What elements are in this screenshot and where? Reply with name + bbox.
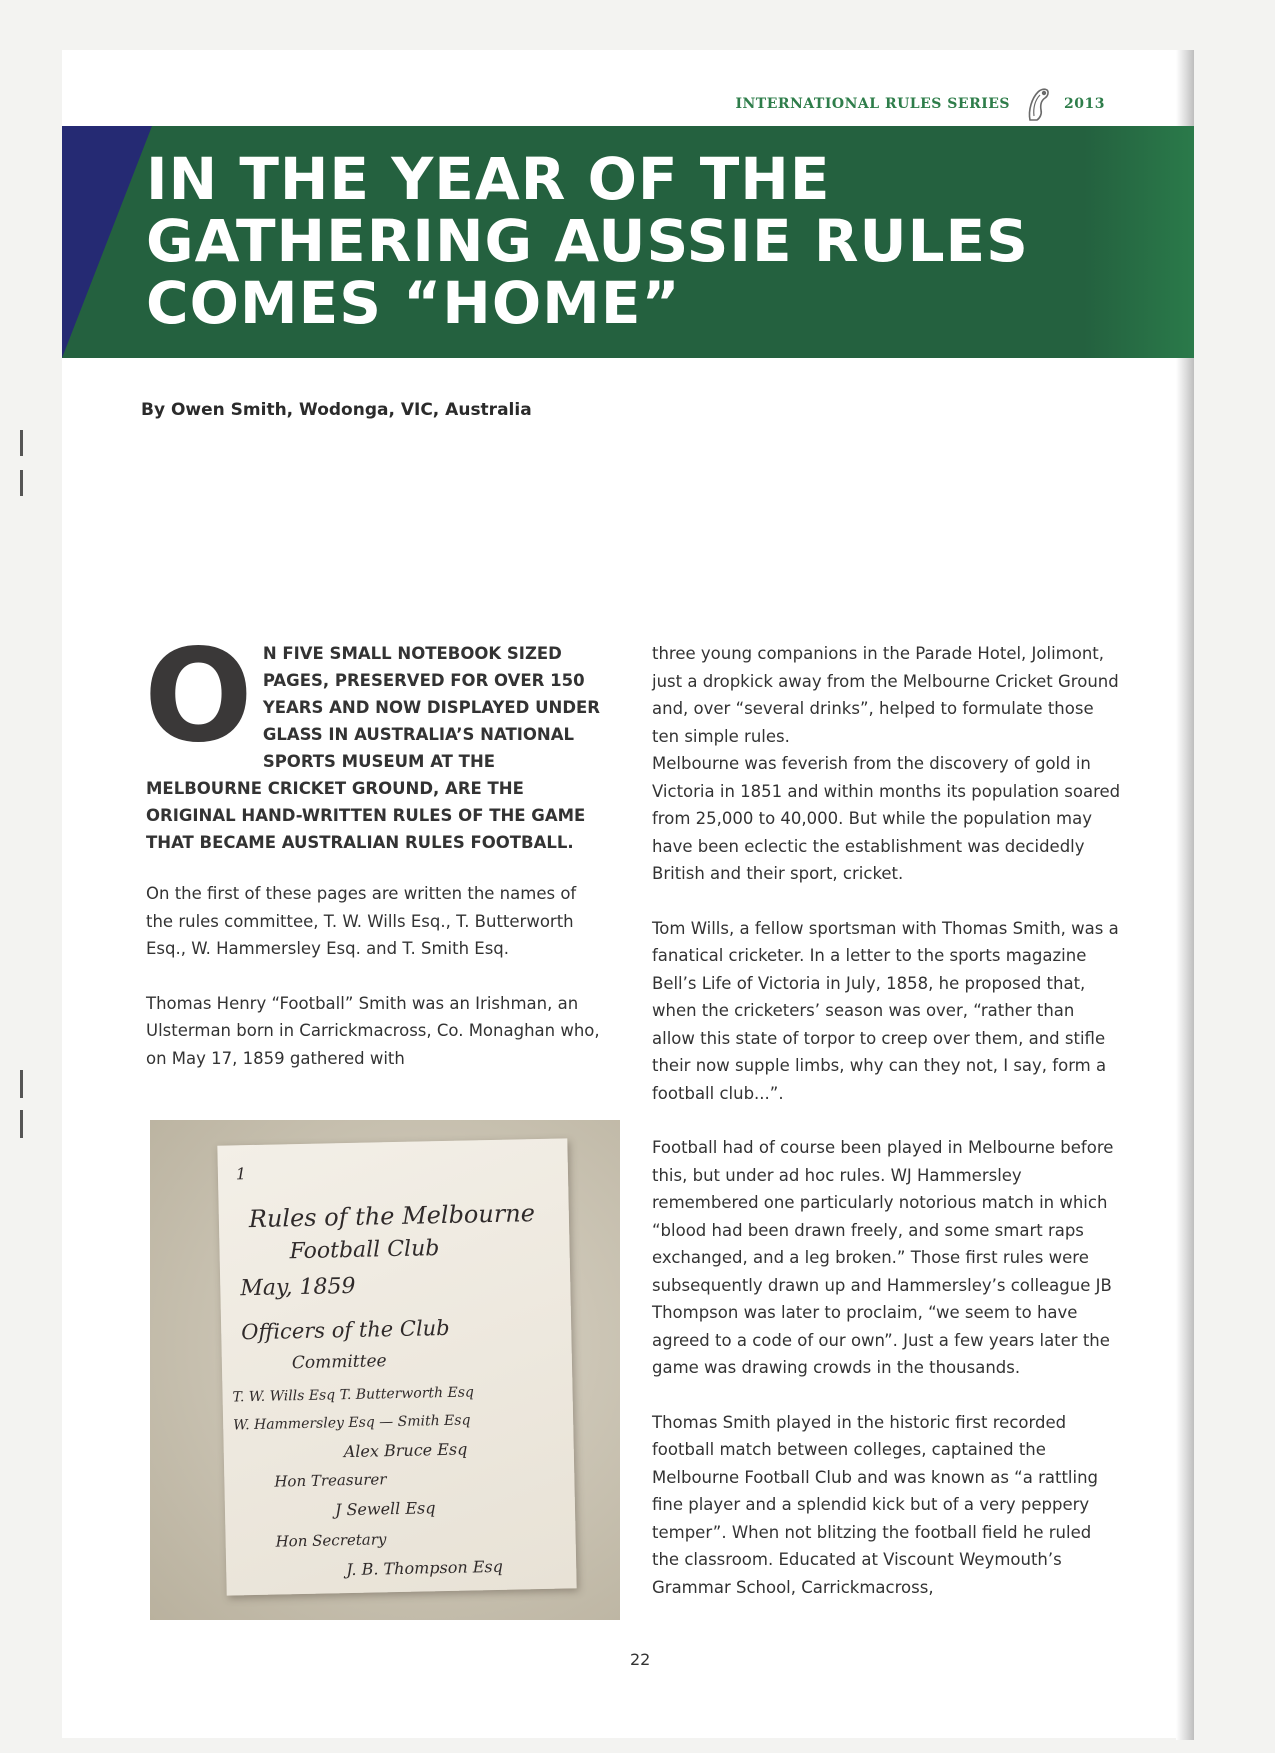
body-paragraph: Football had of course been played in Melbourne before this, but under ad hoc rules. WJ Hammersley remembered one particularly notorious match in which “blood had been drawn freely, and some smart raps exchanged, and a leg broken.” Those first rules were subsequently drawn up and Hammersley’s colleague JB Thompson was later to proclaim, “we seem to have agreed to a code of our own”. Just a few years later the game was drawing crowds in the thousands.	[652, 1138, 1114, 1377]
binding-mark	[20, 1110, 23, 1138]
manuscript-line: Hon Treasurer	[274, 1470, 387, 1491]
manuscript-paper	[217, 1138, 576, 1595]
manuscript-line: Hon Secretary	[275, 1530, 387, 1551]
manuscript-line: May, 1859	[240, 1273, 356, 1302]
article-column-right	[652, 640, 1122, 1601]
body-paragraph: Thomas Smith played in the historic first recorded football match between colleges, captained the Melbourne Football Club and was known as “a rattling fine player and a splendid kick but of a very peppery temper”. When not blitzing the football field he ruled the classroom. Educated at Viscount Weymouth’s Grammar School, Carrickmacross,	[652, 1412, 1099, 1597]
running-head-series: INTERNATIONAL RULES SERIES	[735, 96, 1011, 112]
body-paragraph: Thomas Henry “Football” Smith was an Irishman, an Ulsterman born in Carrickmacross, Co. Monaghan who, on May 17, 1859 gathered with	[146, 993, 600, 1068]
body-paragraph: three young companions in the Parade Hotel, Jolimont, just a dropkick away from the Melbourne Cricket Ground and, over “several drinks”, helped to formulate those ten simple rules.	[652, 644, 1119, 746]
manuscript-line: T. W. Wills Esq T. Butterworth Esq	[232, 1384, 475, 1406]
intro-paragraph: N FIVE SMALL NOTEBOOK SIZED PAGES, PRESERVED FOR OVER 150 YEARS AND NOW DISPLAYED UNDER GLASS IN AUSTRALIA’S NATIONAL SPORTS MUSEUM AT THE MELBOURNE CRICKET GROUND, ARE THE ORIGINAL HAND-WRITTEN RULES OF THE GAME THAT BECAME AUSTRALIAN RULES FOOTBALL.	[146, 644, 600, 852]
manuscript-line: J. B. Thompson Esq	[346, 1556, 504, 1580]
running-head-year: 2013	[1064, 96, 1105, 112]
running-head	[735, 86, 1105, 122]
article-column-left	[144, 622, 601, 1072]
article-headline	[146, 145, 1029, 337]
manuscript-handwriting	[217, 1138, 576, 1595]
manuscript-photo	[150, 1120, 620, 1620]
binding-mark	[20, 470, 23, 496]
byline: By Owen Smith, Wodonga, VIC, Australia	[141, 400, 532, 420]
manuscript-line: W. Hammersley Esq — Smith Esq	[233, 1412, 471, 1434]
headline-banner	[62, 126, 1194, 358]
manuscript-line: Committee	[291, 1351, 387, 1374]
manuscript-line: Officers of the Club	[240, 1315, 450, 1345]
page-number: 22	[630, 1650, 651, 1669]
body-paragraph: On the first of these pages are written the names of the rules committee, T. W. Wills Esq., T. Butterworth Esq., W. Hammersley Esq. and T. Smith Esq.	[146, 884, 577, 958]
manuscript-line: Rules of the Melbourne	[248, 1199, 536, 1234]
manuscript-line: J Sewell Esq	[334, 1498, 436, 1520]
binding-mark	[20, 1070, 23, 1098]
banner-fade	[1084, 126, 1194, 358]
drop-cap: O	[144, 622, 253, 771]
manuscript-line: Football Club	[289, 1236, 440, 1265]
manuscript-line: Alex Bruce Esq	[343, 1439, 468, 1462]
series-logo-icon	[1020, 86, 1054, 122]
headline-line-3: COMES “HOME”	[146, 269, 681, 337]
headline-line-2: GATHERING AUSSIE RULES	[146, 207, 1029, 275]
manuscript-line: 1	[235, 1164, 247, 1184]
body-paragraph: Tom Wills, a fellow sportsman with Thomas Smith, was a fanatical cricketer. In a letter to the sports magazine Bell’s Life of Victoria in July, 1858, he proposed that, when the cricketers’ season was over, “rather than allow this state of torpor to creep over them, and stifle their now supple limbs, why can they not, I say, form a football club...”.	[652, 918, 1119, 1103]
body-paragraph: Melbourne was feverish from the discovery of gold in Victoria in 1851 and within months its population soared from 25,000 to 40,000. But while the population may have been eclectic the establishment was decidedly British and their sport, cricket.	[652, 754, 1121, 883]
intro-block	[144, 622, 601, 856]
banner-accent-wedge	[62, 126, 152, 358]
binding-mark	[20, 430, 23, 456]
headline-line-1: IN THE YEAR OF THE	[146, 145, 831, 213]
